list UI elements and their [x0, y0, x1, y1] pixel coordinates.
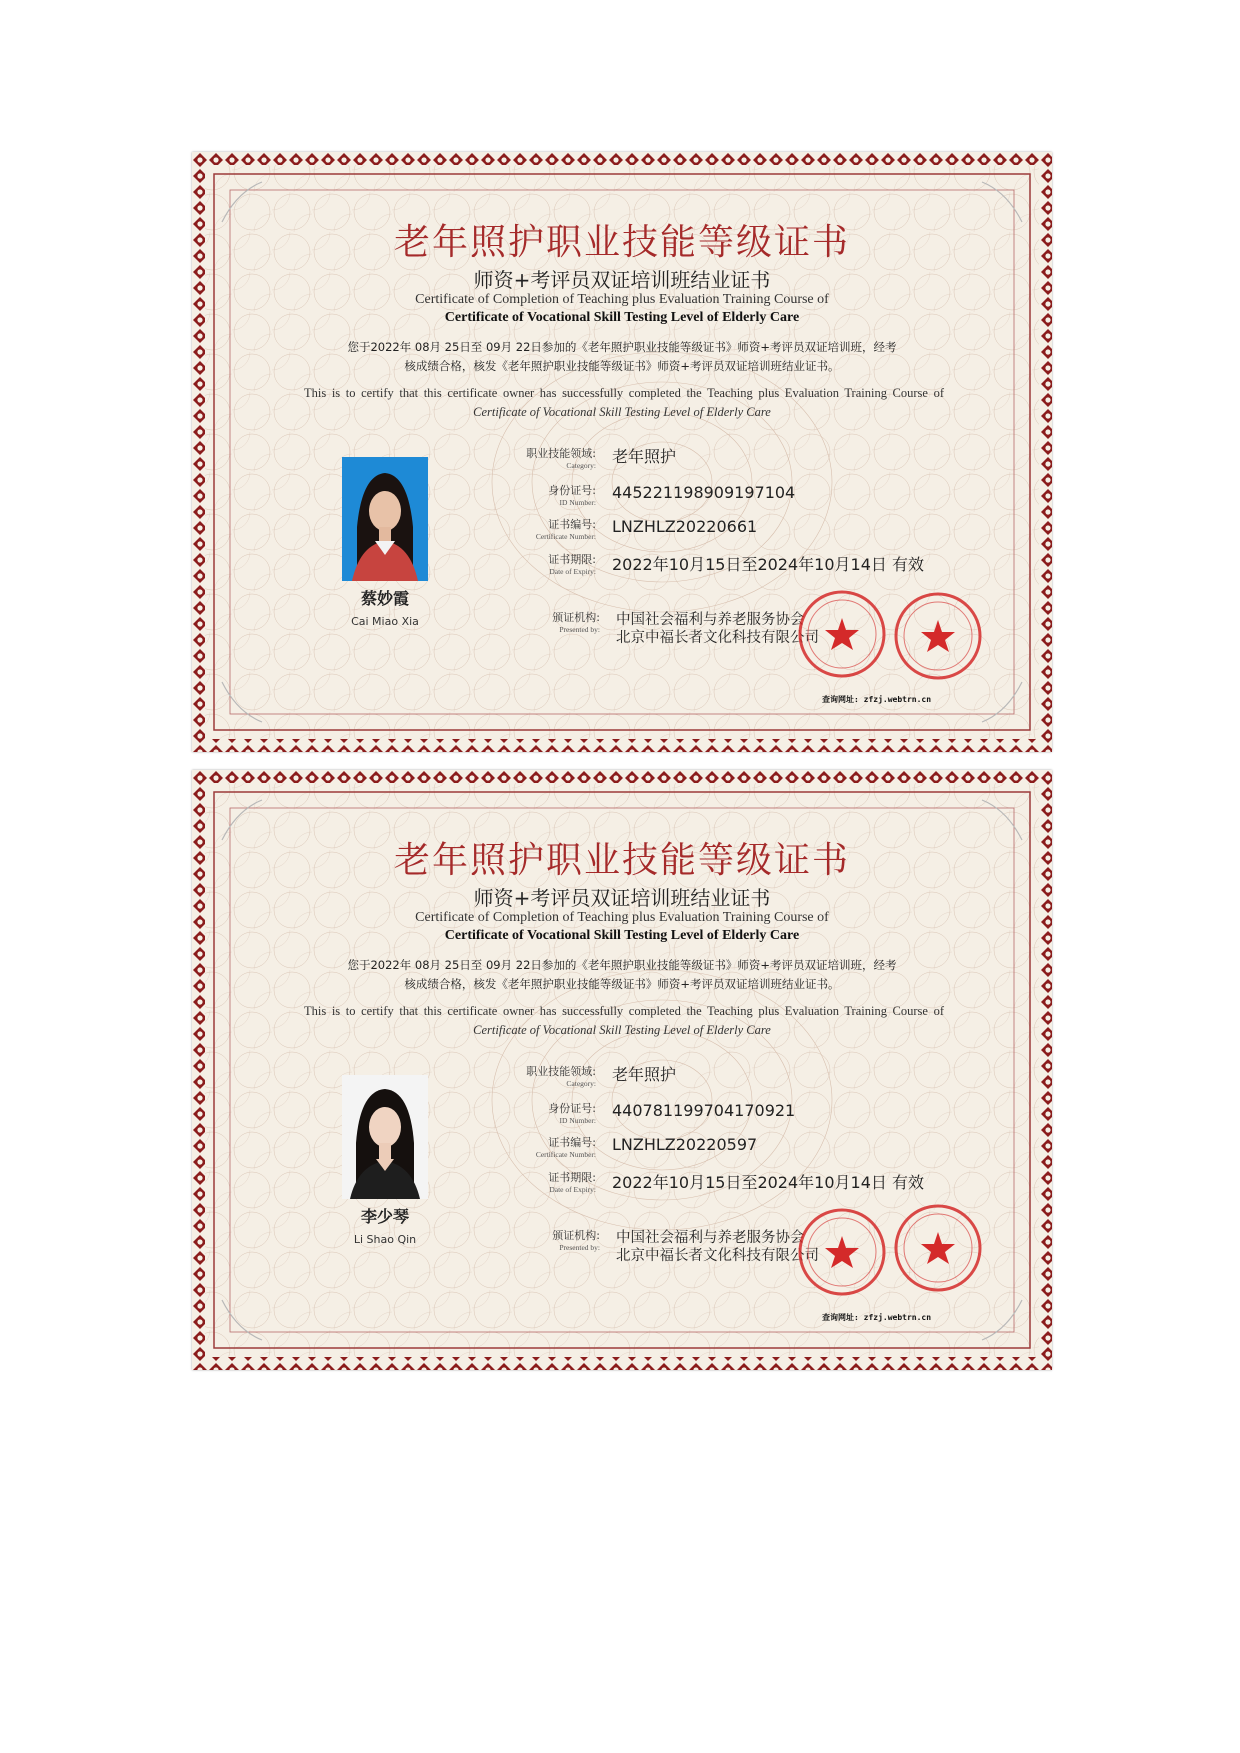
query-url: 查询网址: zfzj.webtrn.cn	[822, 695, 932, 704]
category-label-cn: 职业技能领域:	[526, 1065, 596, 1078]
issuer-label	[492, 1230, 600, 1254]
category-value: 老年照护	[612, 447, 677, 466]
expiry-label-en: Date of Expiry:	[549, 1185, 596, 1194]
holder-name-chinese: 李少琴	[360, 1207, 409, 1226]
english-body-line-2: Certificate of Vocational Skill Testing Level of Elderly Care	[473, 405, 771, 419]
certificate-title: 老年照护职业技能等级证书	[393, 840, 850, 881]
portrait-image	[342, 457, 428, 581]
category-label	[482, 448, 596, 472]
certificate-number-label-en: Certificate Number:	[535, 532, 596, 541]
expiry-label-en: Date of Expiry:	[549, 567, 596, 576]
chinese-body-line-2: 核成绩合格，核发《老年照护职业技能等级证书》师资+考评员双证培训班结业证书。	[404, 359, 840, 373]
english-body-line-1: This is to certify that this certificate owner has successfully completed the Teaching plus Evaluation Training Course of	[304, 386, 944, 400]
id-number-value: 445221198909197104	[612, 483, 796, 502]
certificate-subtitle: 师资+考评员双证培训班结业证书	[473, 268, 771, 292]
certificate-number-value: LNZHLZ20220661	[612, 517, 758, 536]
certificate-title: 老年照护职业技能等级证书	[393, 222, 850, 263]
expiry-label-cn: 证书期限:	[548, 553, 596, 566]
category-label-en: Category:	[566, 1079, 596, 1088]
holder-photo	[342, 1075, 428, 1199]
issuer-name-1: 中国社会福利与养老服务协会	[616, 612, 805, 628]
id-label-cn: 身份证号:	[548, 484, 596, 497]
portrait-image	[342, 1075, 428, 1199]
id-label	[482, 1103, 596, 1127]
expiry-value: 2022年10月15日至2024年10月14日 有效	[612, 1173, 924, 1192]
category-label-cn: 职业技能领域:	[526, 447, 596, 460]
english-title-line-1: Certificate of Completion of Teaching plus Evaluation Training Course of	[415, 292, 829, 307]
certificate-number-label-cn: 证书编号:	[548, 518, 596, 531]
issuer-label-cn: 颁证机构:	[552, 1229, 600, 1242]
english-title-line-2: Certificate of Vocational Skill Testing Level of Elderly Care	[444, 928, 800, 943]
issuer-name-2: 北京中福长者文化科技有限公司	[616, 630, 819, 646]
id-number-value: 440781199704170921	[612, 1101, 796, 1120]
certificate-number-label-cn: 证书编号:	[548, 1136, 596, 1149]
chinese-body-text	[310, 338, 934, 376]
english-title-line-2: Certificate of Vocational Skill Testing Level of Elderly Care	[444, 310, 800, 325]
certificate-card	[192, 152, 1052, 752]
chinese-body-line-1: 您于2022年 08月 25日至 09月 22日参加的《老年照护职业技能等级证书》师资+考评员双证培训班，经考	[347, 958, 897, 972]
certificate-card	[192, 770, 1052, 1370]
category-label-en: Category:	[566, 461, 596, 470]
certificate-subtitle: 师资+考评员双证培训班结业证书	[473, 886, 771, 910]
issuer-label	[492, 612, 600, 636]
category-label	[482, 1066, 596, 1090]
id-label	[482, 485, 596, 509]
issuer-label-en: Presented by:	[559, 1243, 600, 1252]
issuer-name-2: 北京中福长者文化科技有限公司	[616, 1248, 819, 1264]
chinese-body-line-1: 您于2022年 08月 25日至 09月 22日参加的《老年照护职业技能等级证书》师资+考评员双证培训班，经考	[347, 340, 897, 354]
association-seal	[796, 1206, 888, 1298]
holder-name-english: Cai Miao Xia	[351, 615, 419, 628]
id-label-en: ID Number:	[559, 1116, 596, 1125]
category-value: 老年照护	[612, 1065, 677, 1084]
expiry-label-cn: 证书期限:	[548, 1171, 596, 1184]
query-url: 查询网址: zfzj.webtrn.cn	[822, 1313, 932, 1322]
certificate-number-label	[482, 1137, 596, 1161]
certificate-number-label-en: Certificate Number:	[535, 1150, 596, 1159]
english-title-line-1: Certificate of Completion of Teaching plus Evaluation Training Course of	[415, 910, 829, 925]
company-seal	[892, 590, 984, 682]
holder-name-chinese: 蔡妙霞	[360, 589, 409, 608]
expiry-label	[482, 554, 596, 578]
chinese-body-text	[310, 956, 934, 994]
english-body-line-1: This is to certify that this certificate owner has successfully completed the Teaching plus Evaluation Training Course of	[304, 1004, 944, 1018]
company-seal	[892, 1202, 984, 1294]
issuer-name-1: 中国社会福利与养老服务协会	[616, 1230, 805, 1246]
certificate-number-value: LNZHLZ20220597	[612, 1135, 758, 1154]
issuer-label-en: Presented by:	[559, 625, 600, 634]
holder-photo	[342, 457, 428, 581]
holder-name-english: Li Shao Qin	[353, 1233, 417, 1246]
chinese-body-line-2: 核成绩合格，核发《老年照护职业技能等级证书》师资+考评员双证培训班结业证书。	[404, 977, 840, 991]
id-label-cn: 身份证号:	[548, 1102, 596, 1115]
association-seal	[796, 588, 888, 680]
expiry-value: 2022年10月15日至2024年10月14日 有效	[612, 555, 924, 574]
certificate-number-label	[482, 519, 596, 543]
expiry-label	[482, 1172, 596, 1196]
id-label-en: ID Number:	[559, 498, 596, 507]
english-body-line-2: Certificate of Vocational Skill Testing Level of Elderly Care	[473, 1023, 771, 1037]
issuer-label-cn: 颁证机构:	[552, 611, 600, 624]
